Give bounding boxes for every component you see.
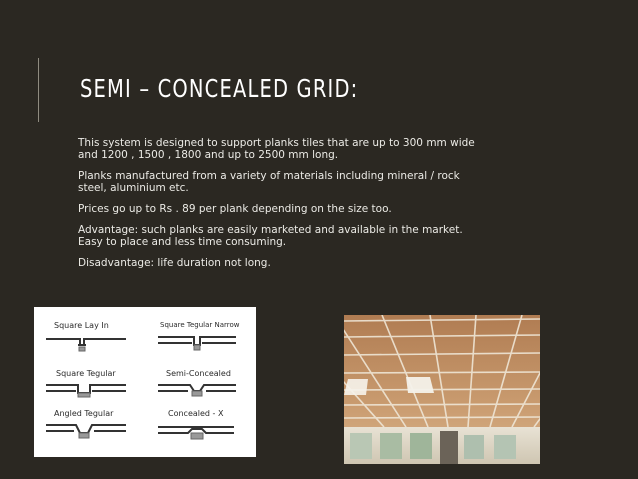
profile-semi-concealed bbox=[158, 385, 236, 396]
label-semi-concealed: Semi-Concealed bbox=[166, 369, 231, 378]
profile-square-lay-in bbox=[46, 339, 126, 351]
profile-square-tegular bbox=[46, 385, 126, 397]
grid-profiles-drawing bbox=[34, 307, 256, 457]
label-concealed-x: Concealed - X bbox=[168, 409, 224, 418]
profile-concealed-x bbox=[158, 427, 234, 439]
paragraph-materials: Planks manufactured from a variety of materials including mineral / rock steel, aluminium etc. bbox=[78, 170, 460, 194]
label-angled-tegular: Angled Tegular bbox=[54, 409, 114, 418]
paragraph-advantage: Advantage: such planks are easily marketed and available in the market. Easy to place and less time consuming. bbox=[78, 224, 463, 248]
ceiling-photo bbox=[344, 315, 540, 464]
slide-title: SEMI – CONCEALED GRID: bbox=[80, 74, 359, 103]
profile-square-tegular-narrow bbox=[158, 337, 236, 350]
profile-angled-tegular bbox=[46, 425, 126, 438]
title-accent-line bbox=[38, 58, 39, 122]
label-square-tegular-narrow: Square Tegular Narrow bbox=[160, 321, 240, 329]
grid-types-diagram bbox=[34, 307, 256, 457]
slide-body bbox=[78, 137, 488, 278]
paragraph-system: This system is designed to support planks tiles that are up to 300 mm wide and 1200 , 1500 , 1800 and up to 2500 mm long. bbox=[78, 137, 475, 161]
paragraph-disadvantage: Disadvantage: life duration not long. bbox=[78, 257, 271, 269]
label-square-lay-in: Square Lay In bbox=[54, 321, 109, 330]
paragraph-prices: Prices go up to Rs . 89 per plank depending on the size too. bbox=[78, 203, 392, 215]
label-square-tegular: Square Tegular bbox=[56, 369, 116, 378]
